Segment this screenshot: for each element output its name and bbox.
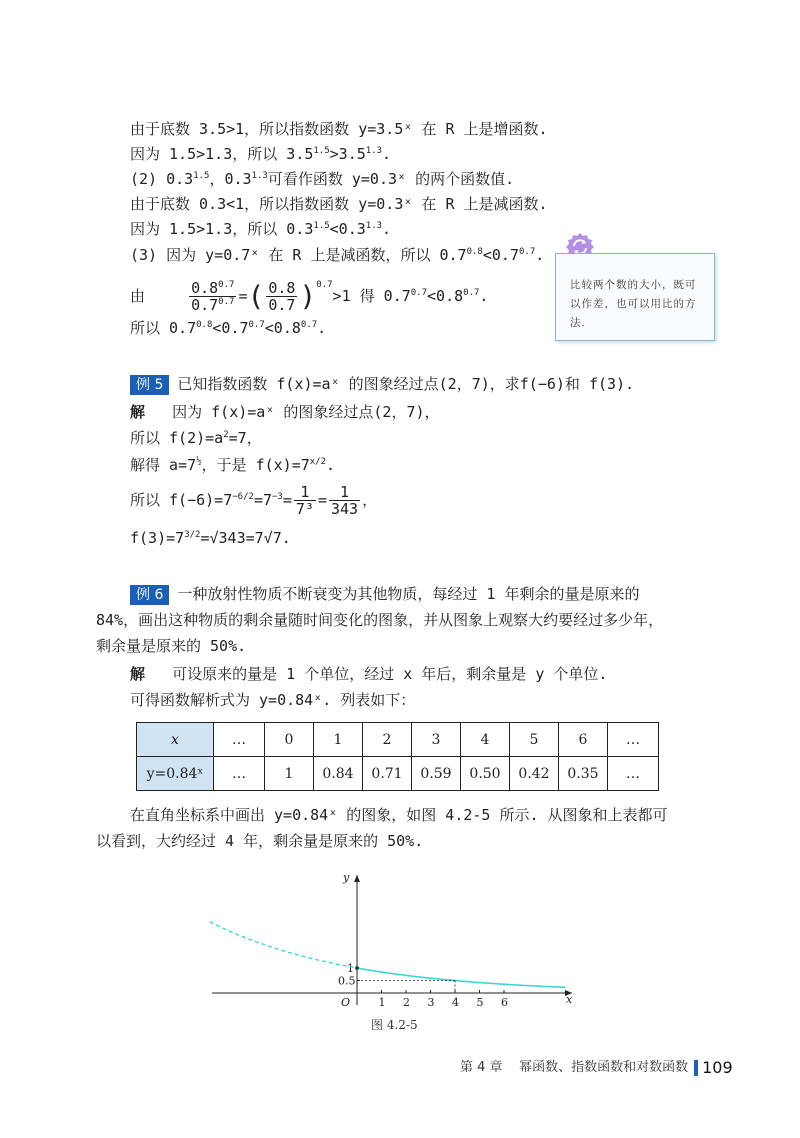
ex6-solution-2: 可得函数解析式为 y=0.84ˣ. 列表如下： [130, 691, 416, 709]
line-4: 由于底数 0.3<1，所以指数函数 y=0.3ˣ 在 R 上是减函数. [130, 195, 548, 213]
line-5: 因为 1.5>1.3，所以 $0.3^{1.5}<0.3^{1.3}$. [130, 220, 392, 238]
fraction-paren: $\frac{0.8}{0.7}$ [268, 279, 296, 314]
example-6-line-3: 剩余量是原来的 50%. [96, 637, 247, 655]
x-tick-label: 3 [427, 996, 435, 1009]
x-axis-label: x [566, 993, 573, 1006]
x-tick-label: 5 [476, 996, 484, 1009]
ex5-line-3: 解得 $a=7^{\frac{1}{2}}$，于是 $f(x)=7^{x/2}$. [130, 456, 336, 474]
line-6: (3) 因为 y=0.7ˣ 在 R 上是减函数，所以 $0.7^{0.8}<0.7^{0.7}$. [130, 246, 545, 264]
page-number: 109 [702, 1058, 733, 1077]
line-2: 因为 1.5>1.3，所以 $3.5^{1.5}>3.5^{1.3}$. [130, 145, 392, 163]
footer-chapter: 第 4 章 [460, 1060, 503, 1075]
example-6-line-1: 例 6 一种放射性物质不断衰变为其他物质，每经过 1 年剩余的量是原来的 [130, 584, 639, 605]
fraction-ratio: $\frac{0.8^{0.7}}{0.7^{0.7}}$ [191, 279, 235, 314]
line-7-fraction: 由 $\frac{0.8^{0.7}}{0.7^{0.7}}$ =( $\frac{0.8}{0.7}$ )$^{0.7}$>1 得 $0.7^{0.7}<0.8^{0.7}$. [130, 279, 489, 314]
table-row: y=0.84ˣ … 1 0.84 0.71 0.59 0.50 0.42 0.35 … [137, 757, 659, 791]
table-row: x … 0 1 2 3 4 5 6 … [137, 723, 659, 757]
value-table [136, 722, 659, 791]
footer-bar [694, 1060, 698, 1076]
side-note-text: 比较两个数的大小，既可以作差，也可以用比的方法. [570, 279, 697, 329]
figure-caption: 图 4.2-5 [371, 1018, 418, 1032]
line-3: (2) $0.3^{1.5}$，$0.3^{1.3}$可看作函数 y=0.3ˣ 的两个函数值. [130, 170, 515, 188]
origin-label: O [341, 996, 351, 1009]
x-tick-label: 2 [403, 996, 410, 1009]
y-tick-label: 1 [347, 962, 354, 975]
side-note [555, 253, 715, 341]
page-footer [460, 1056, 733, 1077]
line-1: 由于底数 3.5>1，所以指数函数 y=3.5ˣ 在 R 上是增函数. [130, 120, 548, 138]
after-text-2: 以看到，大约经过 4 年，剩余量是原来的 50%. [96, 832, 424, 850]
after-text-1: 在直角坐标系中画出 y=0.84ˣ 的图象，如图 4.2-5 所示. 从图象和上表都可 [130, 806, 668, 824]
x-tick-label: 6 [501, 996, 508, 1009]
footer-title: 幂函数、指数函数和对数函数 [519, 1060, 689, 1075]
exponential-decay-graph [200, 865, 600, 1010]
ex5-line-1: 解 因为 f(x)=aˣ 的图象经过点(2，7)， [130, 403, 440, 421]
line-8: 所以 $0.7^{0.8}<0.7^{0.7}<0.8^{0.7}$. [130, 319, 327, 337]
ex5-line-5: $f(3)=7^{3/2}=√343=7√7$. [130, 529, 291, 547]
curve-dashed-negative-x [210, 922, 357, 968]
ex5-line-2: 所以 $f(2)=a^2=7$， [130, 429, 262, 447]
x-tick-label: 4 [452, 996, 459, 1009]
ex6-solution-1: 解 可设原来的量是 1 个单位，经过 x 年后，剩余量是 y 个单位. [130, 665, 608, 683]
y-axis-arrow [354, 875, 360, 882]
ex5-line-4: 所以 $f(-6)=7^{-6/2}=7^{-3}=$ $\frac{1}{\text{7³}}$ = $\frac{1}{343}$ ， [130, 483, 378, 518]
y-tick-label: 0.5 [338, 974, 356, 988]
y-intercept-point [355, 966, 359, 970]
example-5-title: 例 5 已知指数函数 f(x)=aˣ 的图象经过点(2，7)，求f(−6)和 f(3). [130, 374, 634, 395]
y-axis-label: y [343, 871, 350, 884]
example-6-tag: 例 6 [130, 585, 169, 605]
example-6-line-2: 84%，画出这种物质的剩余量随时间变化的图象，并从图象上观察大约要经过多少年， [96, 611, 664, 629]
curve-solid-positive-x [357, 968, 565, 987]
example-5-tag: 例 5 [130, 375, 169, 395]
x-tick-label: 1 [378, 996, 386, 1009]
